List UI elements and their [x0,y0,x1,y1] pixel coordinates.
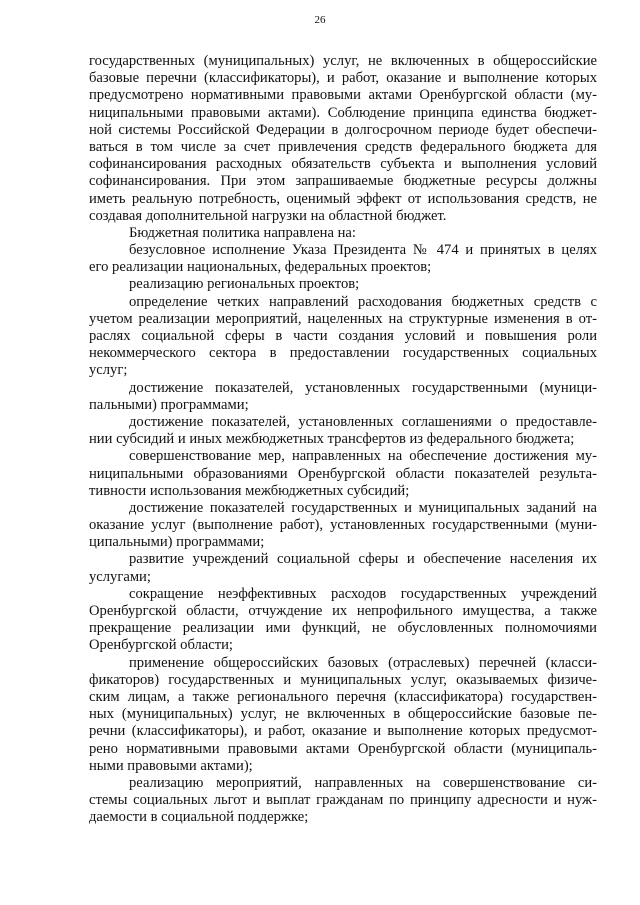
text-line: развитие учреждений социальной сферы и обеспечение населения их [129,551,597,568]
text-line: его реализации национальных, федеральных проектов; [89,259,432,276]
paragraph [89,500,597,552]
text-line: ципальными) программами; [89,534,265,551]
text-line: государственных (муниципальных) услуг, не включенных в общероссийские [89,53,597,69]
text-line: ским лицам, а также регионального перечня (классификатора) государствен- [89,688,597,705]
paragraph [89,53,597,225]
text-line: прекращение реализации ими функций, не обусловленных полномочиями [89,620,597,637]
text-line: Оренбургской области, отчуждение их непрофильного имущества, а также [89,603,597,619]
text-line: ваться в том числе за счет привлечения средств федерального бюджета для [89,138,597,155]
text-line: создавая дополнительной нагрузки на областной бюджет. [89,207,447,224]
text-line: определение четких направлений расходования бюджетных средств с [129,293,597,310]
text-line: ными правовыми актами); [89,757,253,774]
text-line: учетом реализации мероприятий, нацеленных на структурные изменения в от- [89,310,597,327]
text-line: нии субсидий и иных межбюджетных трансфертов из федерального бюджета; [89,431,575,448]
text-line: иметь реальную потребность, оценимый эффект от использования средств, не [89,190,597,207]
text-line: сокращение неэффективных расходов государственных учреждений [129,585,597,602]
page-number: 26 [314,14,326,26]
text-line: достижение показателей, установленных соглашениями о предоставле- [129,413,597,430]
text-line: софинансирования расходных обязательств субъекта и выполнения условий [89,156,597,173]
text-line: безусловное исполнение Указа Президента № 474 и принятых в целях [129,242,597,259]
paragraph [89,380,597,414]
text-line: реализацию мероприятий, направленных на совершенствование си- [129,774,597,791]
text-line: услуг; [89,362,128,379]
text-line: услугами; [89,568,151,585]
paragraph [89,276,597,293]
paragraph [89,225,597,242]
text-line: предусмотрено нормативными правовыми актами Оренбургской области (му- [89,87,597,104]
text-line: пальными) программами; [89,396,249,413]
text-line: ниципальными образованиями Оренбургской области показателей результа- [89,465,597,482]
text-line: оказание услуг (выполнение работ), установленных государственными (муни- [89,517,597,534]
paragraph [89,551,597,585]
text-line: применение общероссийских базовых (отраслевых) перечней (класси- [129,654,597,671]
text-line: некоммерческого сектора в предоставлении государственных социальных [89,345,597,362]
text-line: достижение показателей, установленных государственными (муници- [129,379,597,396]
text-line: тивности использования межбюджетных субсидий; [89,482,410,499]
paragraph [89,242,597,276]
text-line: ной системы Российской Федерации в долгосрочном периоде будет обеспечи- [89,121,597,138]
paragraph [89,448,597,500]
text-line: совершенствование мер, направленных на обеспечение достижения му- [129,448,597,465]
paragraph [89,655,597,775]
text-line: фикаторов) государственных и муниципальных услуг, оказываемых физиче- [89,671,597,688]
text-line: ниципальными правовыми актами). Соблюдение принципа единства бюджет- [89,104,597,121]
paragraph [89,775,597,827]
text-line: Оренбургской области; [89,637,233,654]
text-line: рено нормативными правовыми актами Оренбургской области (муниципаль- [89,740,597,757]
text-line: достижение показателей государственных и муниципальных заданий на [129,499,597,516]
paragraph [89,414,597,448]
text-line: ных (муниципальных) услуг, не включенных в общероссийские базовые пе- [89,706,597,723]
paragraph [89,294,597,380]
text-line: базовые перечни (классификаторы), и работ, оказание и выполнение которых [89,70,597,87]
body-text [89,53,597,826]
text-line: Бюджетная политика направлена на: [129,224,356,241]
paragraph [89,586,597,655]
text-line: реализацию региональных проектов; [129,276,360,293]
text-line: речни (классификаторы), и работ, оказание и выполнение которых предусмот- [89,723,597,740]
text-line: стемы социальных льгот и выплат гражданам по принципу адресности и нуж- [89,792,597,809]
text-line: раслях социальной сферы в части создания условий и повышения роли [89,328,597,344]
text-line: софинансирования. При этом запрашиваемые бюджетные ресурсы должны [89,173,597,190]
text-line: даемости в социальной поддержке; [89,809,309,826]
